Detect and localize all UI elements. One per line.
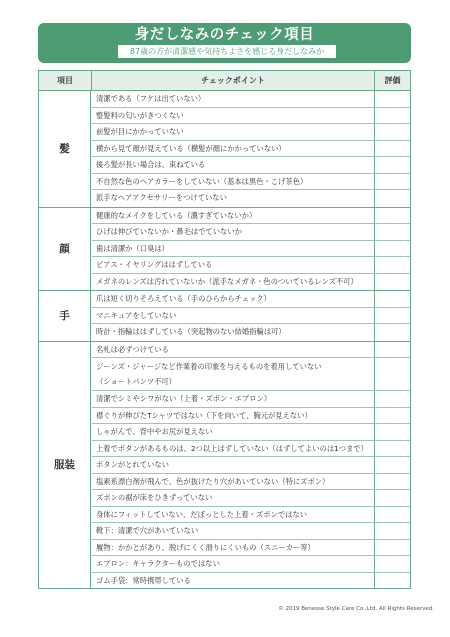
evaluation-cell[interactable]: [374, 573, 410, 590]
checkpoint-text: 身体にフィットしていない、だぼっとした上着・ズボンではない: [96, 509, 308, 519]
table-row: [92, 507, 410, 524]
table-row: [92, 91, 410, 108]
evaluation-cell[interactable]: [374, 358, 410, 390]
evaluation-cell[interactable]: [374, 190, 410, 207]
table-row: [92, 441, 410, 458]
evaluation-cell[interactable]: [374, 91, 410, 107]
table-row: [92, 141, 410, 158]
table-row: [92, 190, 410, 207]
checkpoint-text-line: （ショートパンツ不可）: [96, 377, 176, 386]
evaluation-cell[interactable]: [374, 324, 410, 341]
evaluation-cell[interactable]: [374, 457, 410, 473]
page-subtitle: 87歳の方が清潔感や気持ちよさを感じる身だしなみか: [118, 45, 336, 58]
table-row: [92, 424, 410, 441]
table-row: [92, 573, 410, 590]
evaluation-cell[interactable]: [374, 441, 410, 457]
table-row: [92, 391, 410, 408]
evaluation-cell[interactable]: [374, 556, 410, 572]
evaluation-cell[interactable]: [374, 523, 410, 539]
group-face: [39, 208, 410, 292]
evaluation-cell[interactable]: [374, 208, 410, 224]
table-row: [92, 257, 410, 274]
table-row: [92, 324, 410, 341]
checkpoint-text: ボタンがとれていない: [96, 460, 169, 469]
evaluation-cell[interactable]: [374, 490, 410, 506]
table-row: [92, 540, 410, 557]
table-row: [92, 274, 410, 291]
evaluation-cell[interactable]: [374, 157, 410, 173]
evaluation-cell[interactable]: [374, 108, 410, 124]
table-row: [92, 241, 410, 258]
checkpoint-text: 前髪が目にかかっていない: [96, 127, 184, 136]
category-label: 髪: [39, 91, 91, 207]
table-row: [92, 291, 410, 308]
checkpoint-text: 清潔である（フケは出ていない）: [96, 94, 206, 103]
table-row: [92, 108, 410, 125]
checkpoint-text: ゴム手袋：常時携帯している: [96, 575, 191, 585]
evaluation-cell[interactable]: [374, 308, 410, 324]
evaluation-cell[interactable]: [374, 274, 410, 291]
category-label: 顔: [39, 208, 91, 291]
group-hands: [39, 291, 410, 342]
table-row: [92, 208, 410, 225]
evaluation-cell[interactable]: [374, 342, 410, 358]
checkpoint-text: 清潔でシミやシワがない（上着・ズボン・エプロン）: [96, 394, 272, 403]
column-header-category: 項目: [39, 71, 92, 90]
group-hair: [39, 91, 410, 208]
category-label: 服装: [39, 342, 91, 589]
checkpoint-text: 爪は短く切りそろえている（手のひらからチェック）: [96, 294, 271, 303]
evaluation-cell[interactable]: [374, 291, 410, 307]
checkpoint-text: 上着でボタンがあるものは、2つ以上はずしていない（はずしてよいのは1つまで）: [96, 443, 368, 453]
checkpoint-text: ピアス・イヤリングははずしている: [96, 260, 213, 269]
checkpoint-text: 履物：かかとがあり、脱げにくく滑りにくいもの（スニーカー等）: [96, 542, 315, 552]
checkpoint-text: 時計・指輪ははずしている（突起物のない結婚指輪は可）: [96, 327, 286, 336]
table-row: [92, 490, 410, 507]
checkpoint-text: しゃがんで、背中やお尻が見えない: [96, 427, 213, 436]
checkpoint-text: 後ろ髪が長い場合は、束ねている: [96, 160, 206, 169]
table-body: [39, 91, 410, 588]
evaluation-cell[interactable]: [374, 424, 410, 440]
table-row: [92, 358, 410, 391]
checkpoint-text: 塩素系漂白剤が飛んで、色が抜けたり穴があいていない（特にズボン）: [96, 476, 330, 486]
evaluation-cell[interactable]: [374, 257, 410, 273]
table-row: [92, 457, 410, 474]
checkpoint-text: 歯は清潔か（口臭は）: [96, 243, 169, 253]
checkpoint-text-line: ジーンズ・ジャージなど作業着の印象を与えるものを着用していない: [96, 362, 322, 371]
table-row: [92, 174, 410, 191]
category-label: 手: [39, 291, 91, 341]
evaluation-cell[interactable]: [374, 241, 410, 257]
table-row: [92, 556, 410, 573]
checkpoint-text: 名札は必ずつけている: [96, 344, 169, 354]
evaluation-cell[interactable]: [374, 391, 410, 407]
column-header-evaluation: 評価: [384, 76, 401, 85]
table-row: [92, 474, 410, 491]
checkpoint-text: メガネのレンズは汚れていないか（派手なメガネ・色のついているレンズ不可）: [96, 276, 358, 286]
evaluation-cell[interactable]: [374, 224, 410, 240]
checkpoint-text: 襟ぐりが伸びたTシャツではない（下を向いて、胸元が見えない）: [96, 410, 312, 420]
table-row: [92, 408, 410, 425]
checkpoint-text: 派手なヘアアクセサリーをつけていない: [96, 193, 227, 202]
checkpoint-text: マニキュアをしていない: [96, 310, 177, 320]
checkpoint-text: エプロン：キャラクターものではない: [96, 559, 220, 568]
evaluation-cell[interactable]: [374, 408, 410, 424]
table-row: [92, 523, 410, 540]
group-clothing: [39, 342, 410, 589]
checkpoint-text: 不自然な色のヘアカラーをしていない（基本は黒色・こげ茶色）: [96, 176, 308, 186]
evaluation-cell[interactable]: [374, 124, 410, 140]
table-row: [92, 224, 410, 241]
page-title: 身だしなみのチェック項目: [134, 27, 315, 43]
table-row: [92, 157, 410, 174]
table-row: [92, 124, 410, 141]
checkpoint-text: ズボンの裾が床をひきずっていない: [96, 493, 213, 502]
table-row: [92, 308, 410, 325]
checkpoint-text: ひげは伸びていないか・鼻毛はでていないか: [96, 227, 242, 236]
evaluation-cell[interactable]: [374, 507, 410, 523]
checklist-table: [38, 70, 411, 589]
evaluation-cell[interactable]: [374, 540, 410, 556]
checkpoint-text: 横から見て顔が見えている（横髪が顔にかかっていない）: [96, 143, 286, 153]
checkpoint-text: 整髪料の匂いがきつくない: [96, 110, 184, 120]
checkpoint-text: 健康的なメイクをしている（濃すぎていないか）: [96, 210, 257, 220]
table-row: [92, 342, 410, 359]
evaluation-cell[interactable]: [374, 141, 410, 157]
checkpoint-text: 靴下：清潔で穴があいていない: [96, 526, 199, 535]
evaluation-cell[interactable]: [374, 474, 410, 490]
column-header-checkpoint: チェックポイント: [92, 71, 375, 90]
evaluation-cell[interactable]: [374, 174, 410, 190]
checkpoint-text: [96, 358, 368, 391]
table-header: [39, 71, 410, 91]
copyright-notice: © 2019 Benesse Style Care Co.,Ltd. All Rights Reserved.: [278, 606, 434, 612]
